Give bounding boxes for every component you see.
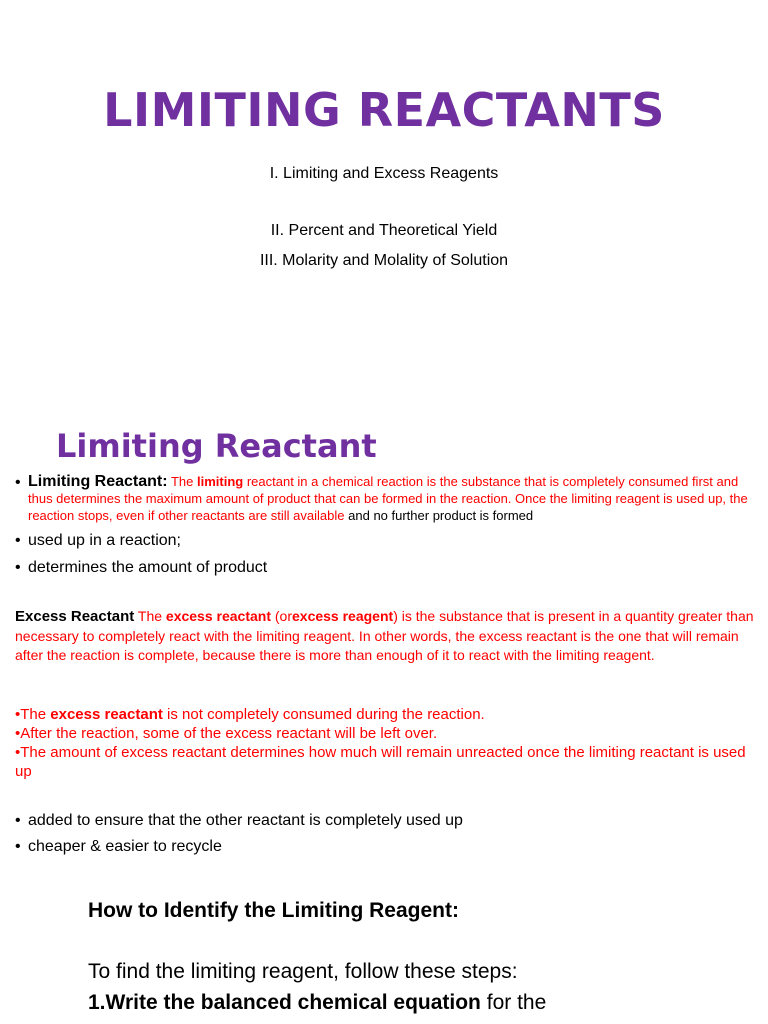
excess-label: Excess Reactant: [15, 608, 135, 625]
excess-list-item-3: •The amount of excess reactant determines how much will remain unreacted once the limiting reactant is used up: [15, 744, 746, 780]
excess-list-item-2: •After the reaction, some of the excess reactant will be left over.: [15, 725, 438, 742]
section-heading: Limiting Reactant: [56, 427, 377, 465]
excess-list-1-pre: •The: [15, 706, 47, 723]
list-item-text: cheaper & easier to recycle: [28, 838, 222, 855]
howto-heading-text: How to Identify the Limiting Reagent:: [88, 899, 459, 922]
limiting-definition-text: [28, 473, 760, 524]
list-item-text: determines the amount of product: [28, 559, 268, 576]
list-item-text: added to ensure that the other reactant is completely used up: [28, 812, 463, 829]
excess-def-3: ) is the substance that is present in a quantity greater than necessary to completely react with the limiting reagent. In other words, the excess reactant is the one that will remain after the reaction is complete, because there is more than enough of it to react with the limiting reagent.: [15, 608, 754, 663]
list-item-text: used up in a reaction;: [28, 532, 181, 549]
excess-list-1-bold: excess reactant: [50, 706, 163, 723]
howto-step-1-rest: for the: [486, 991, 547, 1014]
excess-list: [15, 705, 755, 781]
bullet-dot: •: [15, 812, 21, 829]
page-title: LIMITING REACTANTS: [103, 83, 665, 137]
bullet-dot: •: [15, 559, 21, 576]
excess-def-bold2: excess reagent: [292, 608, 394, 624]
limiting-definition: [15, 473, 760, 529]
excess-definition: [15, 607, 755, 666]
bullet-dot: •: [15, 532, 21, 549]
bullet-dot: •: [15, 474, 21, 491]
excess-def-1: The: [137, 608, 163, 624]
excess-def-2: (or: [274, 608, 292, 624]
howto-step-1-bold: 1.Write the balanced chemical equation: [88, 991, 481, 1014]
limiting-def-pre: The: [170, 474, 194, 489]
bullet-dot: •: [15, 838, 21, 855]
limiting-def-black: and no further product is formed: [348, 508, 534, 523]
limiting-label: Limiting Reactant:: [28, 473, 168, 490]
excess-list-1-post: is not completely consumed during the reaction.: [167, 706, 485, 723]
toc-item-1: I. Limiting and Excess Reagents: [269, 165, 499, 182]
howto-intro: To find the limiting reagent, follow these steps:: [88, 960, 518, 983]
limiting-def-bold: limiting: [196, 474, 244, 489]
howto-heading: [88, 895, 748, 927]
toc-item-2: II. Percent and Theoretical Yield: [270, 222, 498, 239]
toc-item-3: III. Molarity and Molality of Solution: [259, 252, 509, 269]
howto-step-1: [88, 987, 748, 1019]
limiting-def-rest: reactant in a chemical reaction is the substance that is completely consumed first and thus determines the maximum amount of product that can be formed in the reaction. Once the limiting reagent is used up, the reaction stops, even if other reactants are still available: [28, 474, 748, 523]
excess-list-item-1: [15, 705, 755, 724]
excess-def-bold1: excess reactant: [165, 608, 271, 624]
